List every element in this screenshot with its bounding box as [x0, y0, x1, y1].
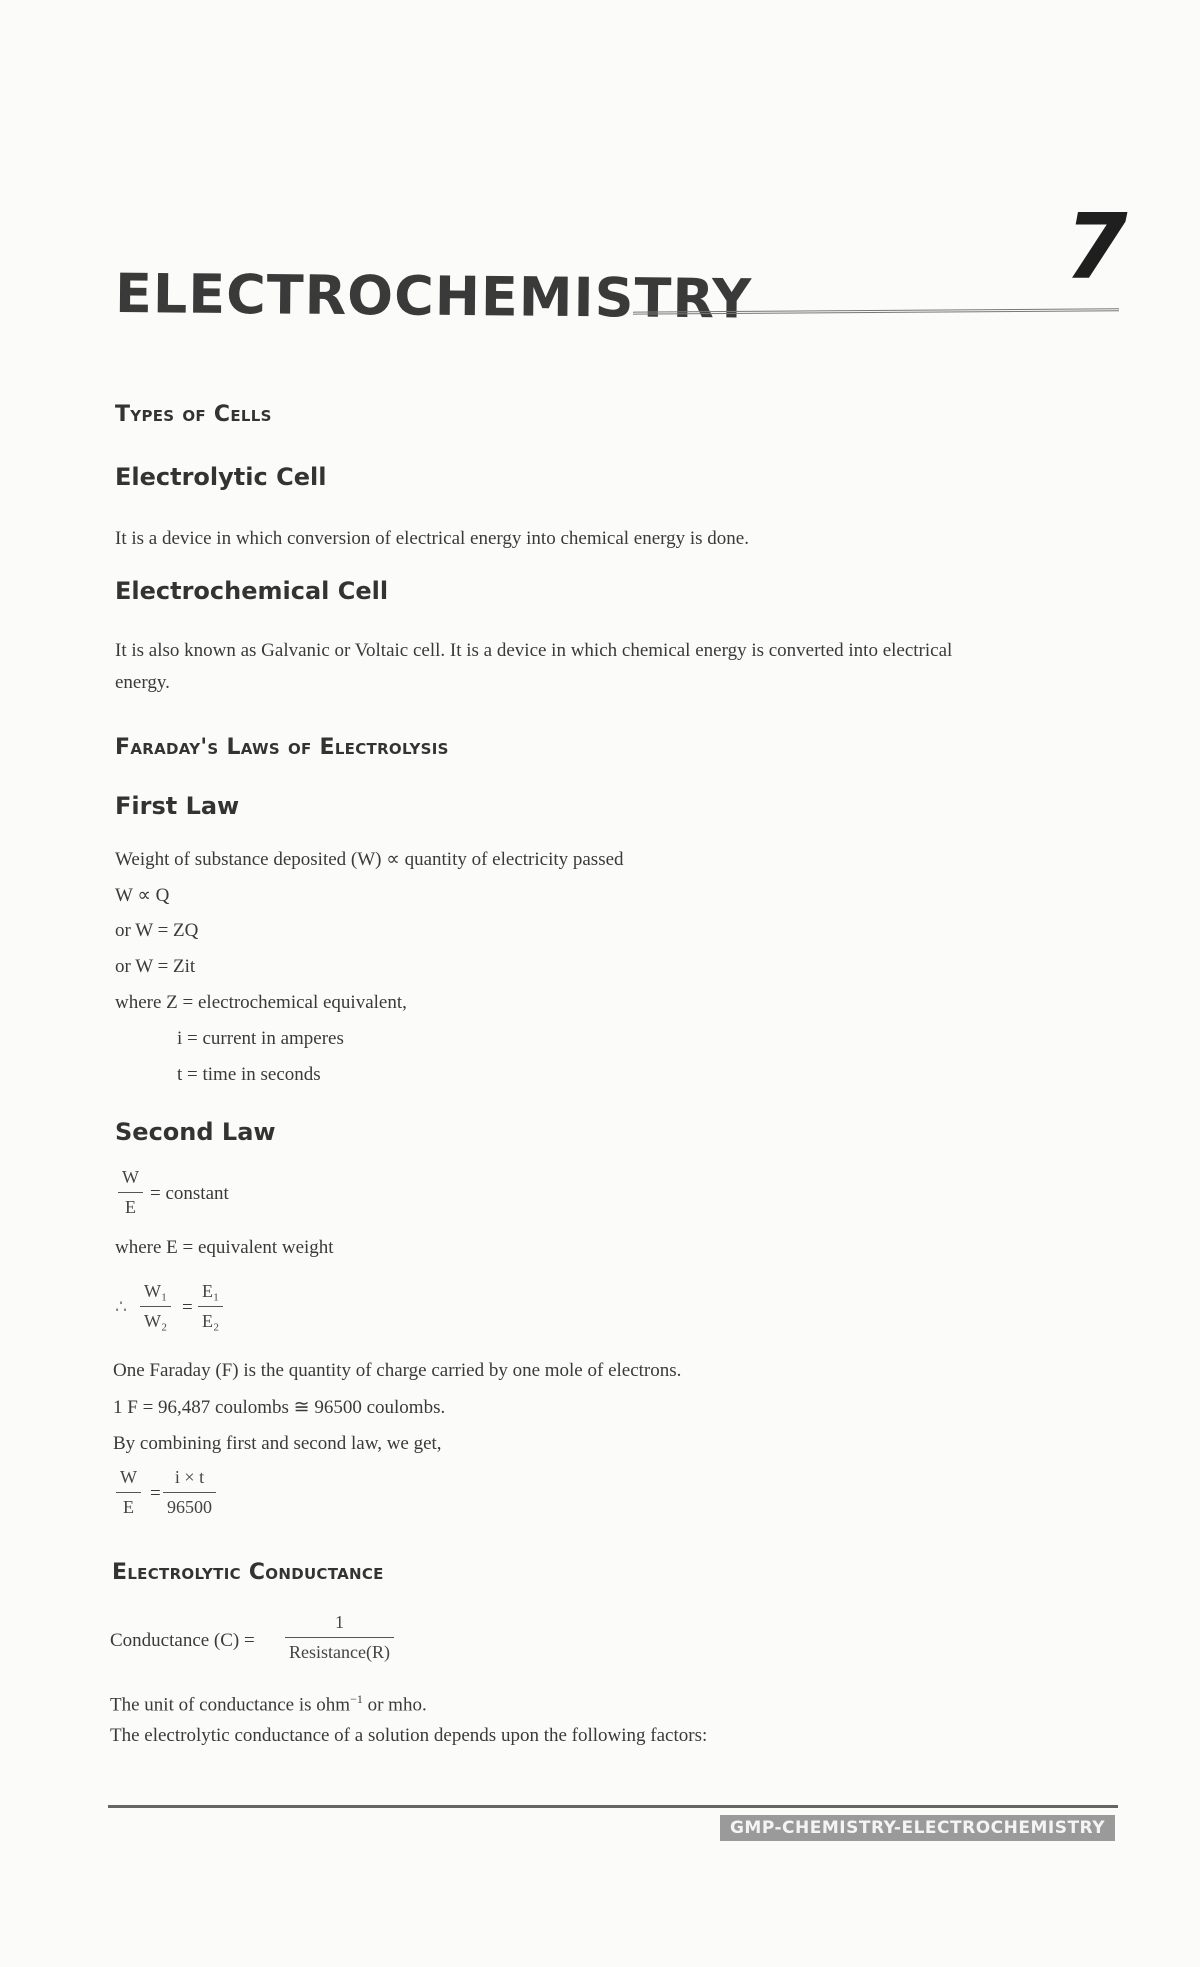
fraction-bar	[140, 1306, 171, 1307]
fraction-numerator: W₁	[144, 1281, 168, 1301]
fraction-denominator: Resistance(R)	[289, 1642, 390, 1662]
fraction-bar	[163, 1492, 216, 1493]
chapter-number: 7	[1065, 195, 1128, 300]
first-law-line: i = current in amperes	[177, 1028, 344, 1049]
subheading-first-law: First Law	[115, 792, 240, 820]
therefore-symbol: ∴	[115, 1297, 128, 1318]
chapter-title: ELECTROCHEMISTRY	[114, 262, 753, 331]
electrolytic-cell-text: It is a device in which conversion of electrical energy into chemical energy is done.	[115, 528, 749, 549]
faraday-value: 1 F = 96,487 coulombs ≅ 96500 coulombs.	[113, 1397, 446, 1418]
fraction-bar	[285, 1637, 394, 1638]
faraday-definition: One Faraday (F) is the quantity of charge carried by one mole of electrons.	[113, 1360, 682, 1381]
equals-sign: =	[150, 1483, 161, 1504]
footer-rule	[108, 1805, 1118, 1808]
subheading-second-law: Second Law	[115, 1118, 276, 1146]
section-heading-types-of-cells: Types of Cells	[115, 402, 272, 427]
fraction-w-over-e-combined	[116, 1468, 141, 1516]
fraction-numerator: 1	[334, 1612, 344, 1632]
fraction-denominator: W₂	[144, 1311, 168, 1331]
fraction-denominator: E	[123, 1497, 134, 1517]
unit-exponent: −1	[350, 1692, 363, 1706]
fraction-denominator: E₂	[202, 1311, 220, 1331]
fraction-bar	[116, 1492, 141, 1493]
electrochemical-cell-text-line1: It is also known as Galvanic or Voltaic cell. It is a device in which chemical energy is converted into electrical	[115, 640, 953, 661]
fraction-numerator: i × t	[174, 1467, 205, 1487]
first-law-line: Weight of substance deposited (W) ∝ quantity of electricity passed	[115, 849, 624, 870]
subheading-electrochemical-cell: Electrochemical Cell	[115, 577, 389, 605]
conductance-unit-text	[110, 1692, 427, 1716]
fraction-w-over-e	[118, 1168, 143, 1216]
first-law-line: or W = ZQ	[115, 920, 199, 941]
fraction-conductance	[285, 1613, 394, 1661]
fraction-numerator: W	[122, 1167, 139, 1187]
fraction-numerator: E₁	[202, 1281, 220, 1301]
conductance-formula-label: Conductance (C) =	[110, 1630, 255, 1651]
equals-sign: =	[182, 1297, 193, 1318]
fraction-denominator: 96500	[167, 1497, 212, 1517]
first-law-line: where Z = electrochemical equivalent,	[115, 992, 407, 1013]
footer-tag: GMP-CHEMISTRY-ELECTROCHEMISTRY	[720, 1815, 1115, 1841]
first-law-line: t = time in seconds	[177, 1064, 321, 1085]
fraction-e1-over-e2	[198, 1282, 223, 1330]
fraction-numerator: W	[120, 1467, 137, 1487]
fraction-denominator: E	[125, 1197, 136, 1217]
conductance-factors-text: The electrolytic conductance of a solution depends upon the following factors:	[110, 1725, 708, 1746]
section-heading-conductance: Electrolytic Conductance	[112, 1560, 384, 1585]
combining-text: By combining first and second law, we get,	[113, 1433, 442, 1454]
fraction-w1-over-w2	[140, 1282, 171, 1330]
fraction-bar	[118, 1192, 143, 1193]
electrochemical-cell-text-line2: energy.	[115, 672, 170, 693]
subheading-electrolytic-cell: Electrolytic Cell	[115, 463, 327, 491]
first-law-line: or W = Zit	[115, 956, 196, 977]
fraction-bar	[198, 1306, 223, 1307]
equivalent-weight-text: where E = equivalent weight	[115, 1237, 334, 1258]
first-law-line: W ∝ Q	[115, 885, 170, 906]
unit-text-end: or mho.	[362, 1694, 427, 1716]
constant-text: = constant	[150, 1183, 229, 1204]
section-heading-faradays-laws: Faraday's Laws of Electrolysis	[115, 735, 449, 760]
unit-text: The unit of conductance is ohm	[110, 1694, 351, 1716]
fraction-it-over-96500	[163, 1468, 216, 1516]
